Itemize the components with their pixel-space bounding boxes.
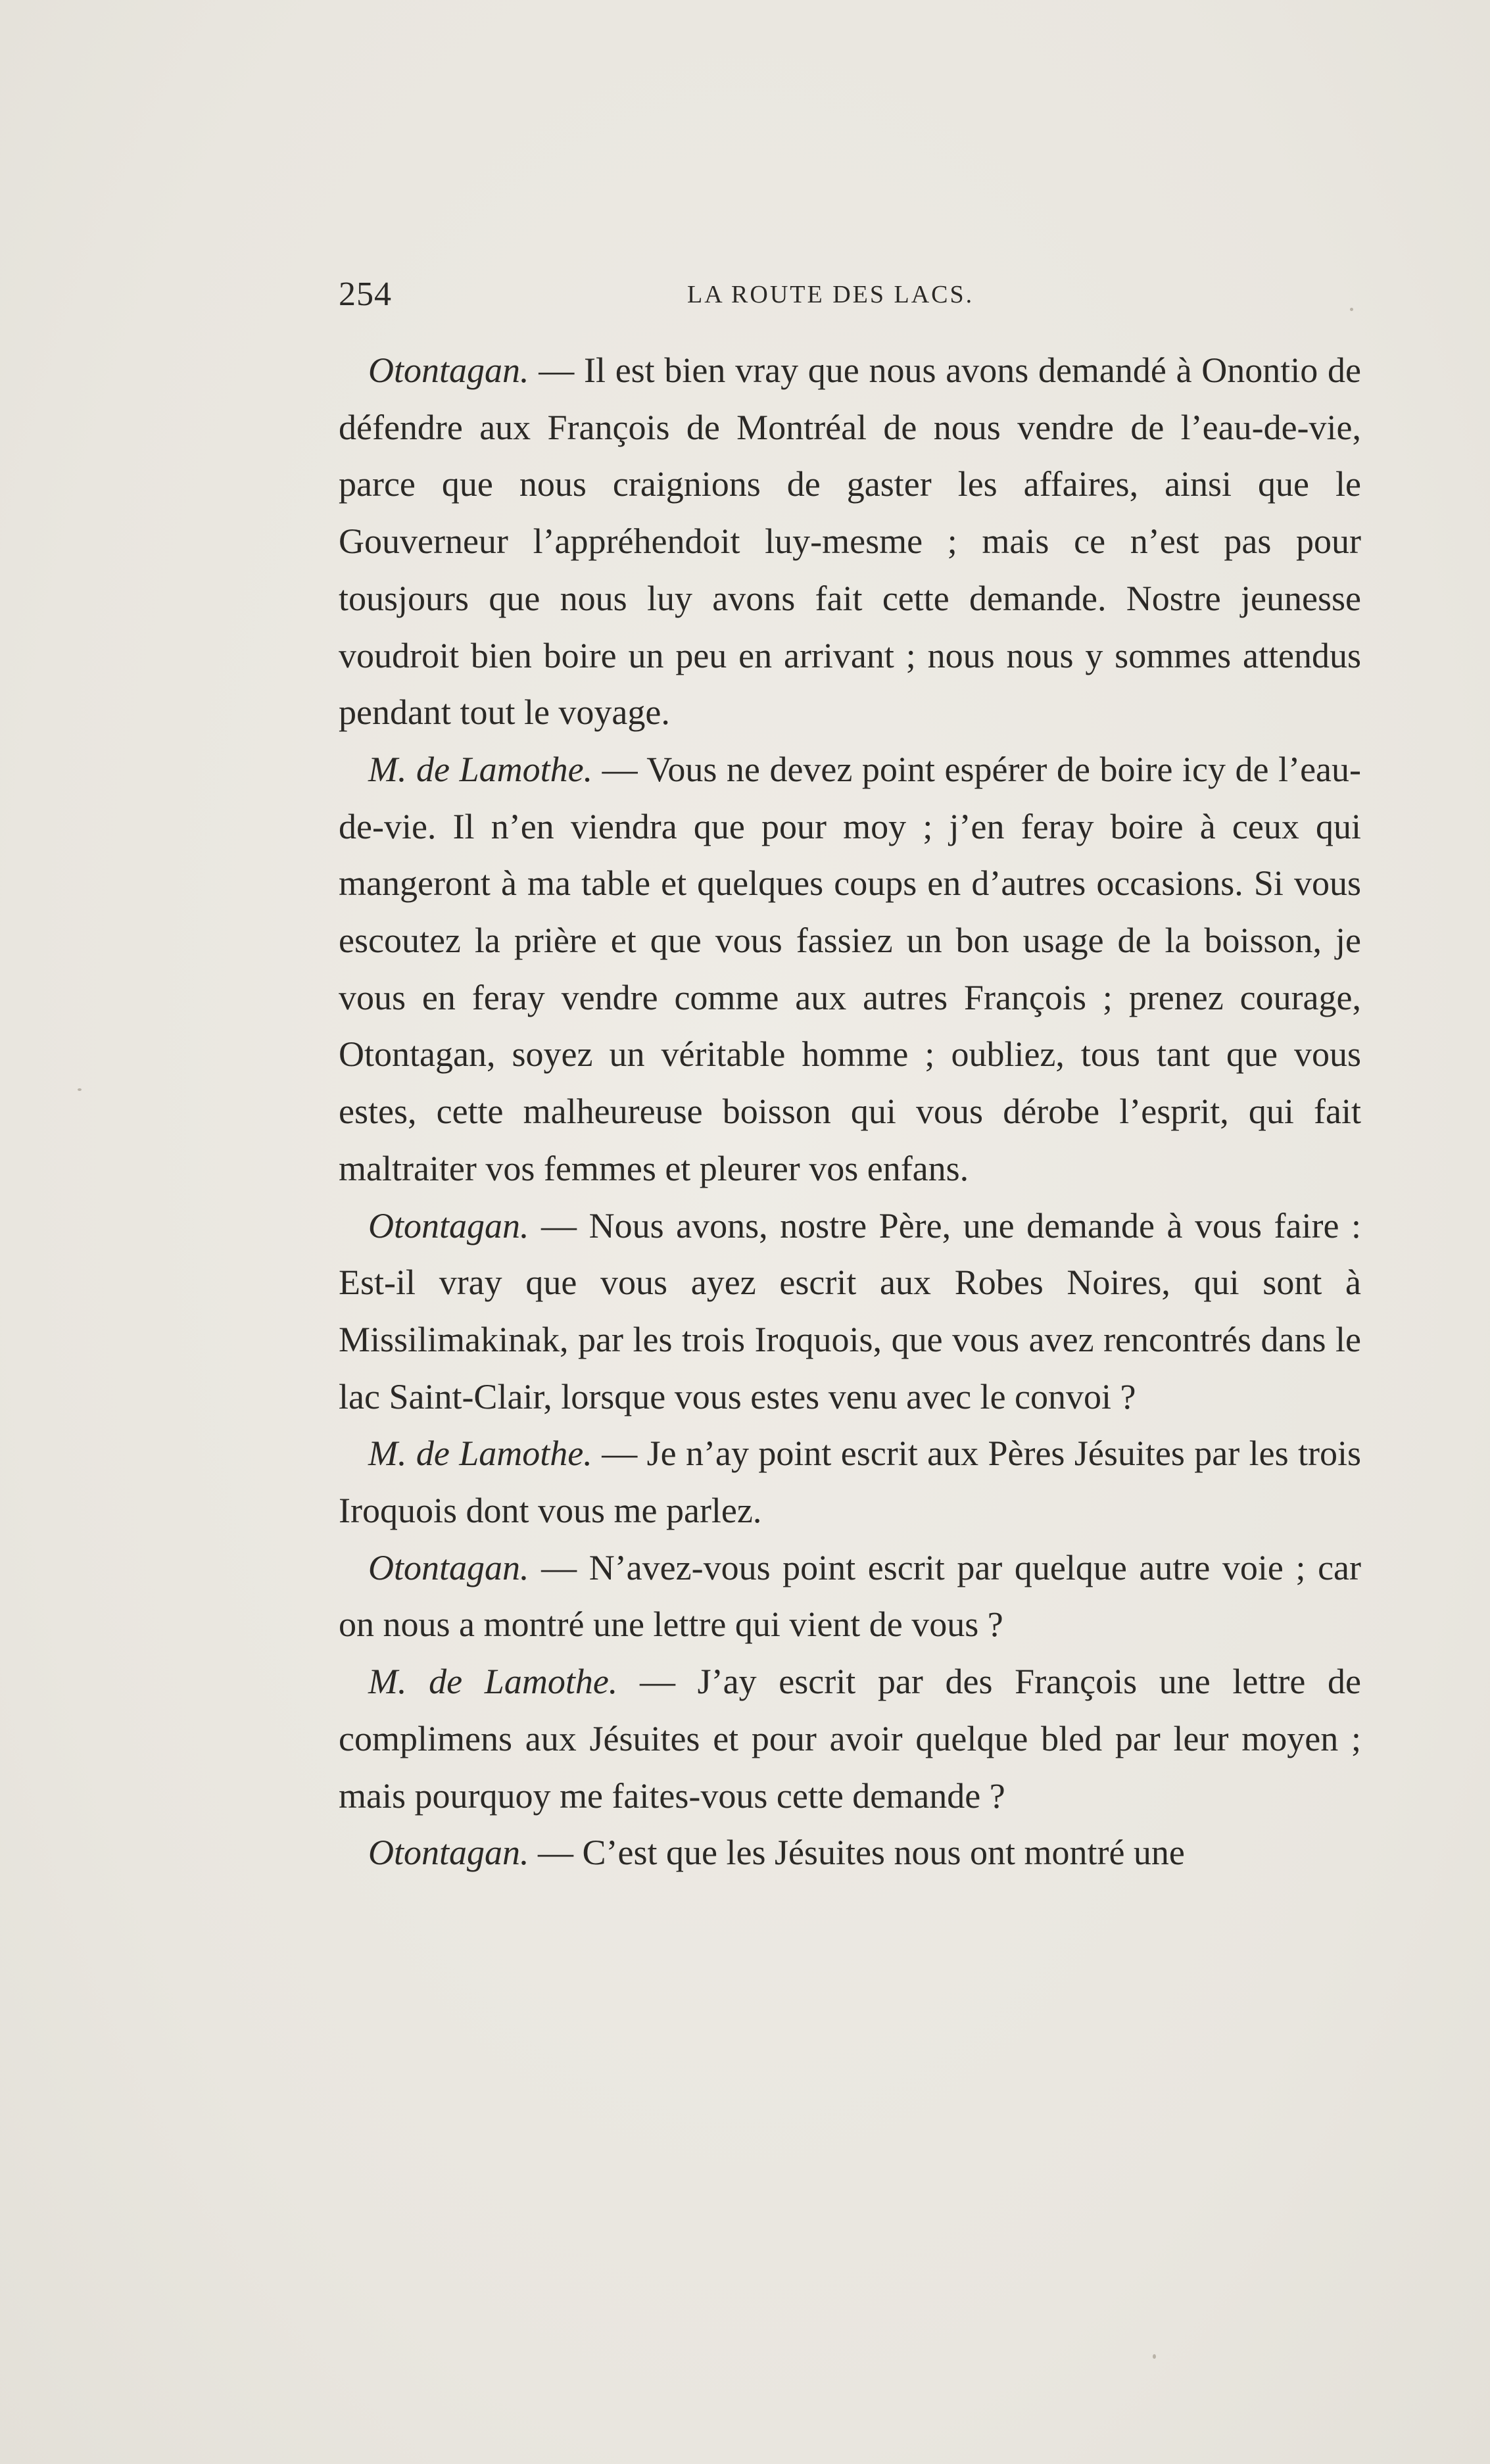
paragraph-text: — Vous ne devez point espérer de boire icy de l’eau-de-vie. Il n’en viendra que pour moy ; j’en feray boire à ceux qui mangeront à ma table et quelques coups en d’autres occasions. Si vous escoutez la prière et que vous fassiez un bon usage de la boisson, je vous en feray vendre comme aux autres François ; prenez courage, Otontagan, soyez un véritable homme ; oubliez, tous tant que vous estes, cette malheureuse boisson qui vous dérobe l’esprit, qui fait maltraiter vos femmes et pleurer vos enfans. xyxy=(339,749,1362,1188)
speaker-name: M. de Lamothe. xyxy=(368,1662,618,1702)
paragraph xyxy=(339,741,1361,1197)
paragraph xyxy=(339,1824,1361,1881)
paper-speck xyxy=(1153,2354,1156,2359)
page-number: 254 xyxy=(339,276,392,313)
paragraph xyxy=(339,1539,1361,1653)
body-text xyxy=(339,342,1361,1881)
paragraph-text: — Je n’ay point escrit aux Pères Jésuites par les trois Iroquois dont vous me parlez. xyxy=(339,1434,1362,1531)
speaker-name: Otontagan. xyxy=(368,1833,529,1873)
paragraph xyxy=(339,1653,1361,1824)
running-head xyxy=(339,275,1361,321)
paragraph xyxy=(339,342,1361,741)
paper-speck xyxy=(78,1088,82,1091)
running-title: LA ROUTE DES LACS. xyxy=(687,281,974,308)
speaker-name: M. de Lamothe. xyxy=(368,1434,592,1474)
paragraph xyxy=(339,1425,1361,1539)
paragraph-text: — Nous avons, nostre Père, une demande à vous faire : Est-il vray que vous ayez escrit aux Robes Noires, qui sont à Missilimakinak, par les trois Iroquois, que vous avez rencontrés dans le lac Saint-Clair, lorsque vous estes venu avec le convoi ? xyxy=(339,1205,1361,1416)
paper-speck xyxy=(1350,308,1353,311)
speaker-name: M. de Lamothe. xyxy=(368,749,593,789)
speaker-name: Otontagan. xyxy=(368,1547,529,1587)
paragraph-text: — C’est que les Jésuites nous ont montré une xyxy=(529,1833,1185,1873)
paragraph-text: — J’ay escrit par des François une lettre de complimens aux Jésuites et pour avoir quelque bled par leur moyen ; mais pourquoy me faites-vous cette demande ? xyxy=(339,1662,1361,1816)
paragraph xyxy=(339,1197,1361,1426)
speaker-name: Otontagan. xyxy=(368,350,529,390)
paragraph-text: — Il est bien vray que nous avons demandé à Onontio de défendre aux François de Montréal de nous vendre de l’eau-de-vie, parce que nous craignions de gaster les affaires, ainsi que le Gouverneur l’appréhendoit luy-mesme ; mais ce n’est pas pour tousjours que nous luy avons fait cette demande. Nostre jeunesse voudroit bien boire un peu en arrivant ; nous nous y sommes attendus pendant tout le voyage. xyxy=(339,350,1361,733)
speaker-name: Otontagan. xyxy=(368,1205,529,1245)
paragraph-text: — N’avez-vous point escrit par quelque autre voie ; car on nous a montré une lettre qui vient de vous ? xyxy=(339,1547,1361,1645)
